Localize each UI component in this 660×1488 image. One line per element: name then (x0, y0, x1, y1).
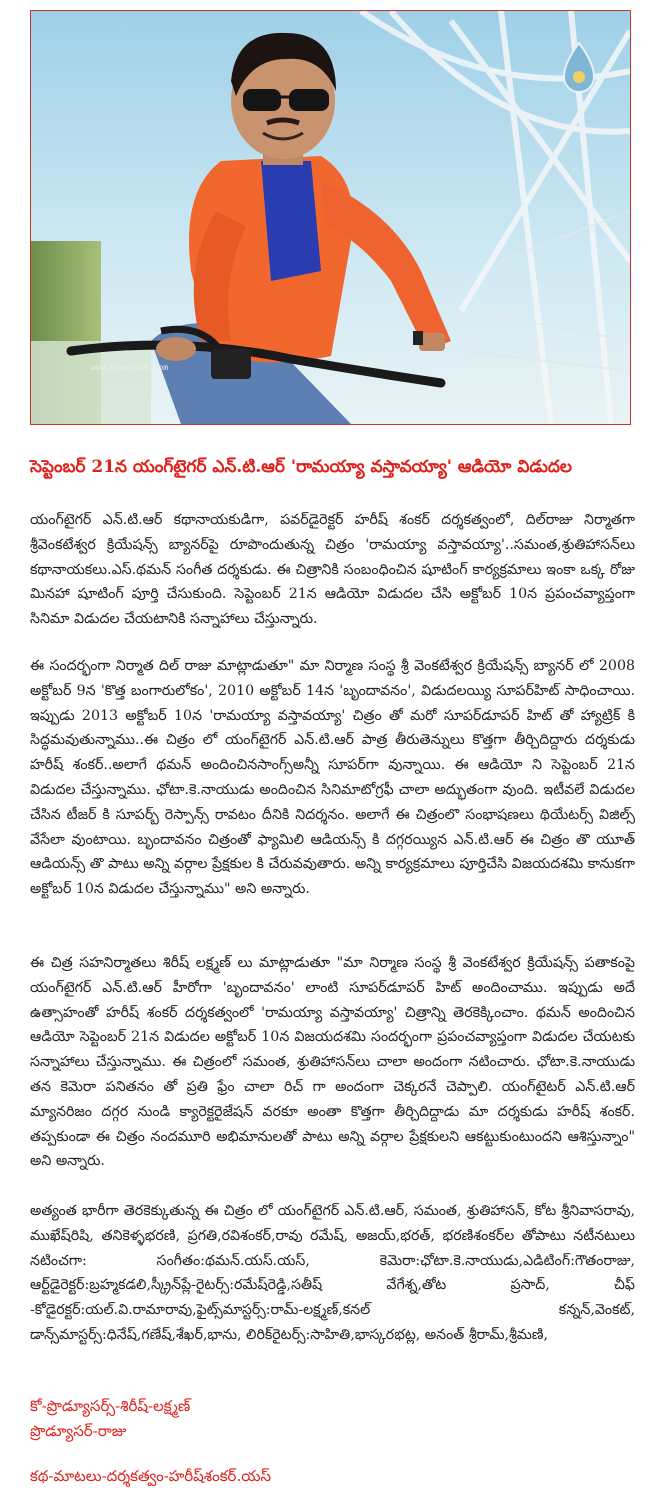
article-paragraph: అత్యంత భారీగా తెరకెక్కుతున్న ఈ చిత్రం లో యంగ్‌టైగర్ ఎన్.టి.ఆర్, సమంత, శ్రుతిహాసన్, కోట శ్రీనివాసరావు, ముఖేష్‌రిషి, తనికెళ్ళభరణి, ప్రగతి,రవిశంకర్,రావు రమేష్, అజయ్,భరత్, భరణిశంకర్‌ల తోపాటు నటీనటులు నటించగా: సంగీతం:థమన్.యస్.యస్, కెమెరా:ఛోటా.కె.నాయుడు,ఎడిటింగ్:గౌతంరాజు, ఆర్ట్‌డైరెక్టర్:బ్రహ్మకడలి,స్క్రీన్‌ప్లే-రైటర్స్:రమేష్‌రెడ్డి,సతీష్ వేగేశ్న,తోట ప్రసాద్, చీఫ్ -కోడైరక్టర్:యల్.వి.రామారావు,ఫైట్స్‌మాస్టర్స్:రామ్-లక్ష్మణ్,కనల్ కన్నన్,వెంకట్, డాన్స్‌మాస్టర్స్:ధినేష్,గణేష్,శేఖర్,భాను, లిరిక్‌రైటర్స్:సాహితి,భాస్కరభట్ల, అనంత్ శ్రీరామ్,శ్రీమణి, (30, 1203, 635, 1343)
credit-line: ప్రొడ్యూసర్-రాజు (30, 1422, 127, 1440)
article-paragraph: యంగ్‌టైగర్ ఎన్.టి.ఆర్ కథానాయకుడిగా, పవర్‌డైరెక్టర్ హరీష్ శంకర్ దర్శకత్వంలో, దిల్‌రాజు నిర్మాతగా శ్రీవెంకటేశ్వర క్రియేషన్స్ బ్యానర్‌పై రూపొందుతున్న చిత్రం 'రామయ్యా వస్తావయ్యా'..సమంత,శ్రుతిహాసన్‌లు కథానాయకలు.ఎస్.థమన్ సంగీత దర్శకుడు. ఈ చిత్రానికి సంబంధించిన షూటింగ్ కార్యక్రమాలు ఇంకా ఒక్క రోజు మినహా షూటింగ్ పూర్తి చేసుకుంది. సెప్టెంబర్ 21న ఆడియో విడుదల చేసి అక్టోబర్ 10న ప్రపంచవ్యాప్తంగా సినిమా విడుదల చేయటానికి సన్నాహాలు చేస్తున్నారు. (30, 512, 635, 628)
photo-watermark: www.cinejosh.com (91, 363, 169, 372)
credit-line: కో-ప్రొడ్యూసర్స్-శిరీష్-లక్ష్మణ్ (30, 1397, 191, 1415)
article-paragraph: ఈ సందర్భంగా నిర్మాత దిల్ రాజు మాట్లాడుతూ" మా నిర్మాణ సంస్థ శ్రీ వెంకటేశ్వర క్రియేషన్స్ బ్యానర్ లో 2008 అక్టోబర్ 9న 'కొత్త బంగారులోకం', 2010 అక్టోబర్ 14న 'బృందావనం', విడుదలయ్యి సూపర్‌హిట్ సాధించాయి. ఇప్పుడు 2013 అక్టోబర్ 10న 'రామయ్యా వస్తావయ్యా' చిత్రం తో మరో సూపర్‌డూపర్ హిట్ తో హ్యాట్రిక్ కి సిద్ధమవుతున్నాము..ఈ చిత్రం లో యంగ్‌టైగర్ ఎన్.టి.ఆర్ పాత్ర తీరుతెన్నులు కొత్తగా తీర్చిదిద్దారు దర్శకుడు హరీష్ శంకర్..అలాగే థమన్ అందించినసాంగ్స్‌అన్నీ సూపర్‌గా వున్నాయి. ఈ ఆడియో ని సెప్టెంబర్ 21న విడుదల చేస్తున్నాము. ఛోటా.కె.నాయుడు అందించిన సినిమాటోగ్రఫీ చాలా అద్భుతంగా వుంది. ఇటీవలే విడుదల చేసిన టీజర్ కి సూపర్బ్ రెస్పాన్స్ రావటం దీనికి నిదర్శనం. అలాగే ఈ చిత్రంలొ సంభాషణలు థియేటర్స్ విజిల్స్ వేసేలా వుంటాయి. బృందావనం చిత్రంతో ఫ్యామిలి ఆడియన్స్ కి దగ్గరయ్యిన ఎన్.టి.ఆర్ ఈ చిత్రం తొ యూత్ ఆడియన్స్ తొ పాటు అన్ని వర్గాల ప్రేక్షకుల కి చేరువవుతారు. అన్ని కార్యక్రమాలు పూర్తిచేసి విజయదశమి కానుకగా అక్టోబర్ 10న విడుదల చేస్తున్నాము" అని అన్నారు. (30, 658, 635, 898)
article-paragraph: ఈ చిత్ర సహనిర్మాతలు శిరీష్ లక్ష్మణ్ లు మాట్లాడుతూ "మా నిర్మాణ సంస్థ శ్రీ వెంకటేశ్వర క్రియేషన్స్ పతాకంపై యంగ్‌టైగర్ ఎన్.టి.ఆర్ హీరోగా 'బృందావనం' లాంటి సూపర్‌డూపర్ హిట్ అందించాము. ఇప్పుడు అదే ఉత్సాహంతో హరీష్ శంకర్ దర్శకత్వంలో 'రామయ్యా వస్తావయ్యా' చిత్రాన్ని తెరకెక్కించాం. థమన్ అందించిన ఆడియో సెప్టెంబర్ 21న విడుదల అక్టోబర్ 10న విజయదశమి సందర్భంగా ప్రపంచవ్యాప్తంగా విడుదల చేయటకు సన్నాహాలు చేస్తున్నాము. ఈ చిత్రంలో సమంత, శ్రుతిహాసన్‌లు చాలా అందంగా నటించారు. ఛోటా.కె.నాయుడు తన కెమెరా పనితనం తో ప్రతి ఫ్రేం చాలా రిచ్ గా అందంగా చెక్కరనే చెప్పాలి. యంగ్‌టైటర్ ఎన్.టి.ఆర్ మ్యానరిజం దగ్గర నుండి క్యారెక్టరైజేషన్ వరకూ అంతా కొత్తగా తీర్చిదిద్దాడు మా దర్శకుడు హరీష్ శంకర్. తప్పకుండా ఈ చిత్రం నందమూరి అభిమానులతో పాటు అన్ని వర్గాల ప్రేక్షకులని ఆకట్టుకుంటుందని ఆశిస్తున్నాం" అని అన్నారు. (30, 955, 635, 1170)
credit-line: కథ-మాటలు-దర్శకత్వం-హరీష్‌శంకర్.యస్ (30, 1467, 272, 1485)
hero-photo (30, 10, 631, 425)
article-headline: సెప్టెంబర్ 21న యంగ్‌టైగర్ ఎన్.టి.ఆర్ 'రామయ్యా వస్తావయ్యా' ఆడియో విడుదల (30, 457, 572, 477)
